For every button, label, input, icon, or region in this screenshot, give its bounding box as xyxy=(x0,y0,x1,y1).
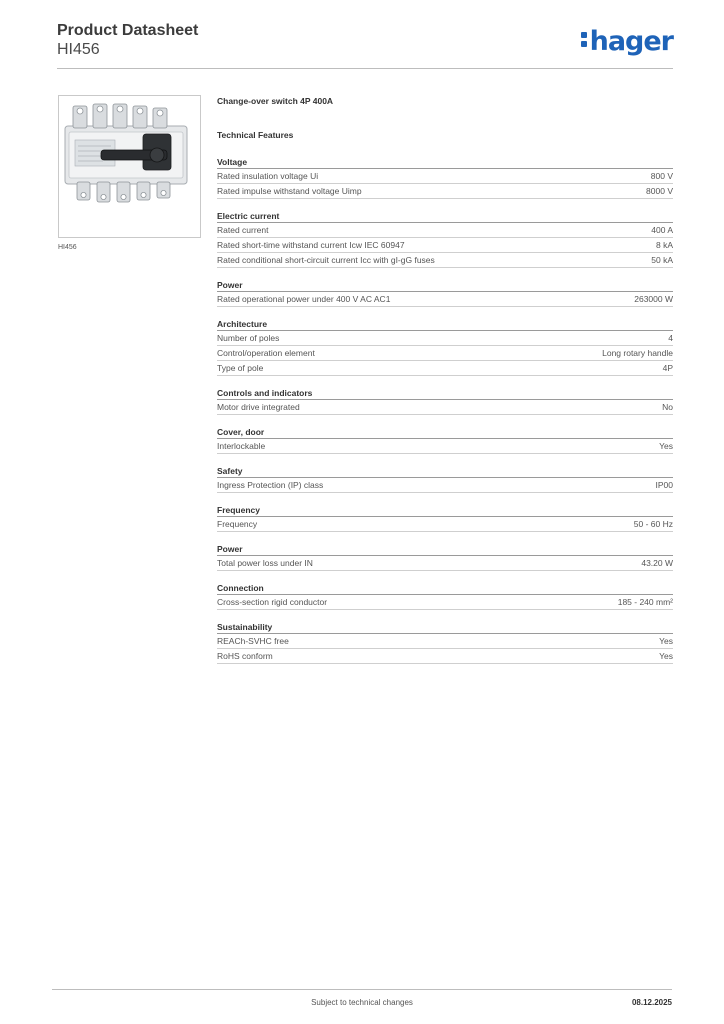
section-title: Controls and indicators xyxy=(217,386,673,400)
spec-row xyxy=(217,439,673,454)
spec-section xyxy=(217,386,673,415)
spec-section xyxy=(217,581,673,610)
spec-section xyxy=(217,317,673,376)
spec-value: Long rotary handle xyxy=(602,348,673,358)
spec-row xyxy=(217,184,673,199)
spec-label: Control/operation element xyxy=(217,348,315,358)
spec-row xyxy=(217,556,673,571)
spec-value: 400 A xyxy=(651,225,673,235)
section-title: Voltage xyxy=(217,155,673,169)
page-header xyxy=(57,22,673,70)
section-title: Sustainability xyxy=(217,620,673,634)
spec-label: Ingress Protection (IP) class xyxy=(217,480,324,490)
section-title: Power xyxy=(217,542,673,556)
spec-row xyxy=(217,292,673,307)
spec-row xyxy=(217,400,673,415)
spec-row xyxy=(217,361,673,376)
section-title: Architecture xyxy=(217,317,673,331)
change-over-switch-illustration xyxy=(59,96,200,237)
spec-value: IP00 xyxy=(655,480,673,490)
spec-section xyxy=(217,620,673,664)
spec-section xyxy=(217,464,673,493)
section-title: Connection xyxy=(217,581,673,595)
spec-section xyxy=(217,503,673,532)
spec-label: Rated conditional short-circuit current Icc with gI-gG fuses xyxy=(217,255,435,265)
spec-section xyxy=(217,209,673,268)
spec-row xyxy=(217,169,673,184)
section-title: Electric current xyxy=(217,209,673,223)
logo-colon-icon xyxy=(581,30,587,48)
spec-label: Type of pole xyxy=(217,363,264,373)
spec-value: 4 xyxy=(668,333,673,343)
spec-value: 185 - 240 mm² xyxy=(617,597,673,607)
spec-label: RoHS conform xyxy=(217,651,273,661)
spec-value: 8 kA xyxy=(655,240,673,250)
spec-label: Rated insulation voltage Ui xyxy=(217,171,319,181)
product-image xyxy=(58,95,201,238)
page-title: Product Datasheet xyxy=(57,22,199,39)
spec-value: Yes xyxy=(659,636,673,646)
spec-label: Total power loss under IN xyxy=(217,558,313,568)
spec-section xyxy=(217,278,673,307)
spec-label: Rated operational power under 400 V AC AC1 xyxy=(217,294,391,304)
section-title: Safety xyxy=(217,464,673,478)
spec-row xyxy=(217,331,673,346)
feature-sections xyxy=(217,155,673,664)
spec-row xyxy=(217,478,673,493)
spec-label: Frequency xyxy=(217,519,258,529)
datasheet-content xyxy=(217,95,673,664)
spec-value: 8000 V xyxy=(646,186,673,196)
technical-features-heading: Technical Features xyxy=(217,130,294,140)
spec-label: Cross-section rigid conductor xyxy=(217,597,328,607)
product-code: HI456 xyxy=(57,41,100,58)
spec-value: 50 - 60 Hz xyxy=(633,519,673,529)
spec-label: Interlockable xyxy=(217,441,266,451)
spec-row xyxy=(217,346,673,361)
spec-section xyxy=(217,542,673,571)
spec-row xyxy=(217,634,673,649)
logo-text: hager xyxy=(589,26,673,57)
spec-label: REACh-SVHC free xyxy=(217,636,289,646)
spec-label: Rated impulse withstand voltage Uimp xyxy=(217,186,362,196)
spec-row xyxy=(217,253,673,268)
spec-value: 800 V xyxy=(650,171,673,181)
section-title: Power xyxy=(217,278,673,292)
spec-section xyxy=(217,425,673,454)
product-name: Change-over switch 4P 400A xyxy=(217,96,334,106)
spec-section xyxy=(217,155,673,199)
section-title: Cover, door xyxy=(217,425,673,439)
spec-value: Yes xyxy=(659,651,673,661)
spec-value: 43.20 W xyxy=(641,558,673,568)
footer-note: Subject to technical changes xyxy=(311,998,413,1007)
spec-row xyxy=(217,649,673,664)
spec-row xyxy=(217,238,673,253)
spec-label: Number of poles xyxy=(217,333,280,343)
section-title: Frequency xyxy=(217,503,673,517)
image-caption: HI456 xyxy=(58,244,77,251)
spec-value: Yes xyxy=(659,441,673,451)
header-divider xyxy=(57,68,673,69)
spec-label: Motor drive integrated xyxy=(217,402,300,412)
spec-value: 4P xyxy=(662,363,673,373)
footer-divider xyxy=(52,989,672,990)
hager-logo xyxy=(581,26,673,57)
footer-date: 08.12.2025 xyxy=(631,998,672,1007)
spec-label: Rated current xyxy=(217,225,269,235)
spec-row xyxy=(217,517,673,532)
spec-value: No xyxy=(662,402,673,412)
spec-row xyxy=(217,223,673,238)
spec-label: Rated short-time withstand current Icw IEC 60947 xyxy=(217,240,405,250)
spec-value: 263000 W xyxy=(634,294,673,304)
spec-row xyxy=(217,595,673,610)
spec-value: 50 kA xyxy=(651,255,673,265)
